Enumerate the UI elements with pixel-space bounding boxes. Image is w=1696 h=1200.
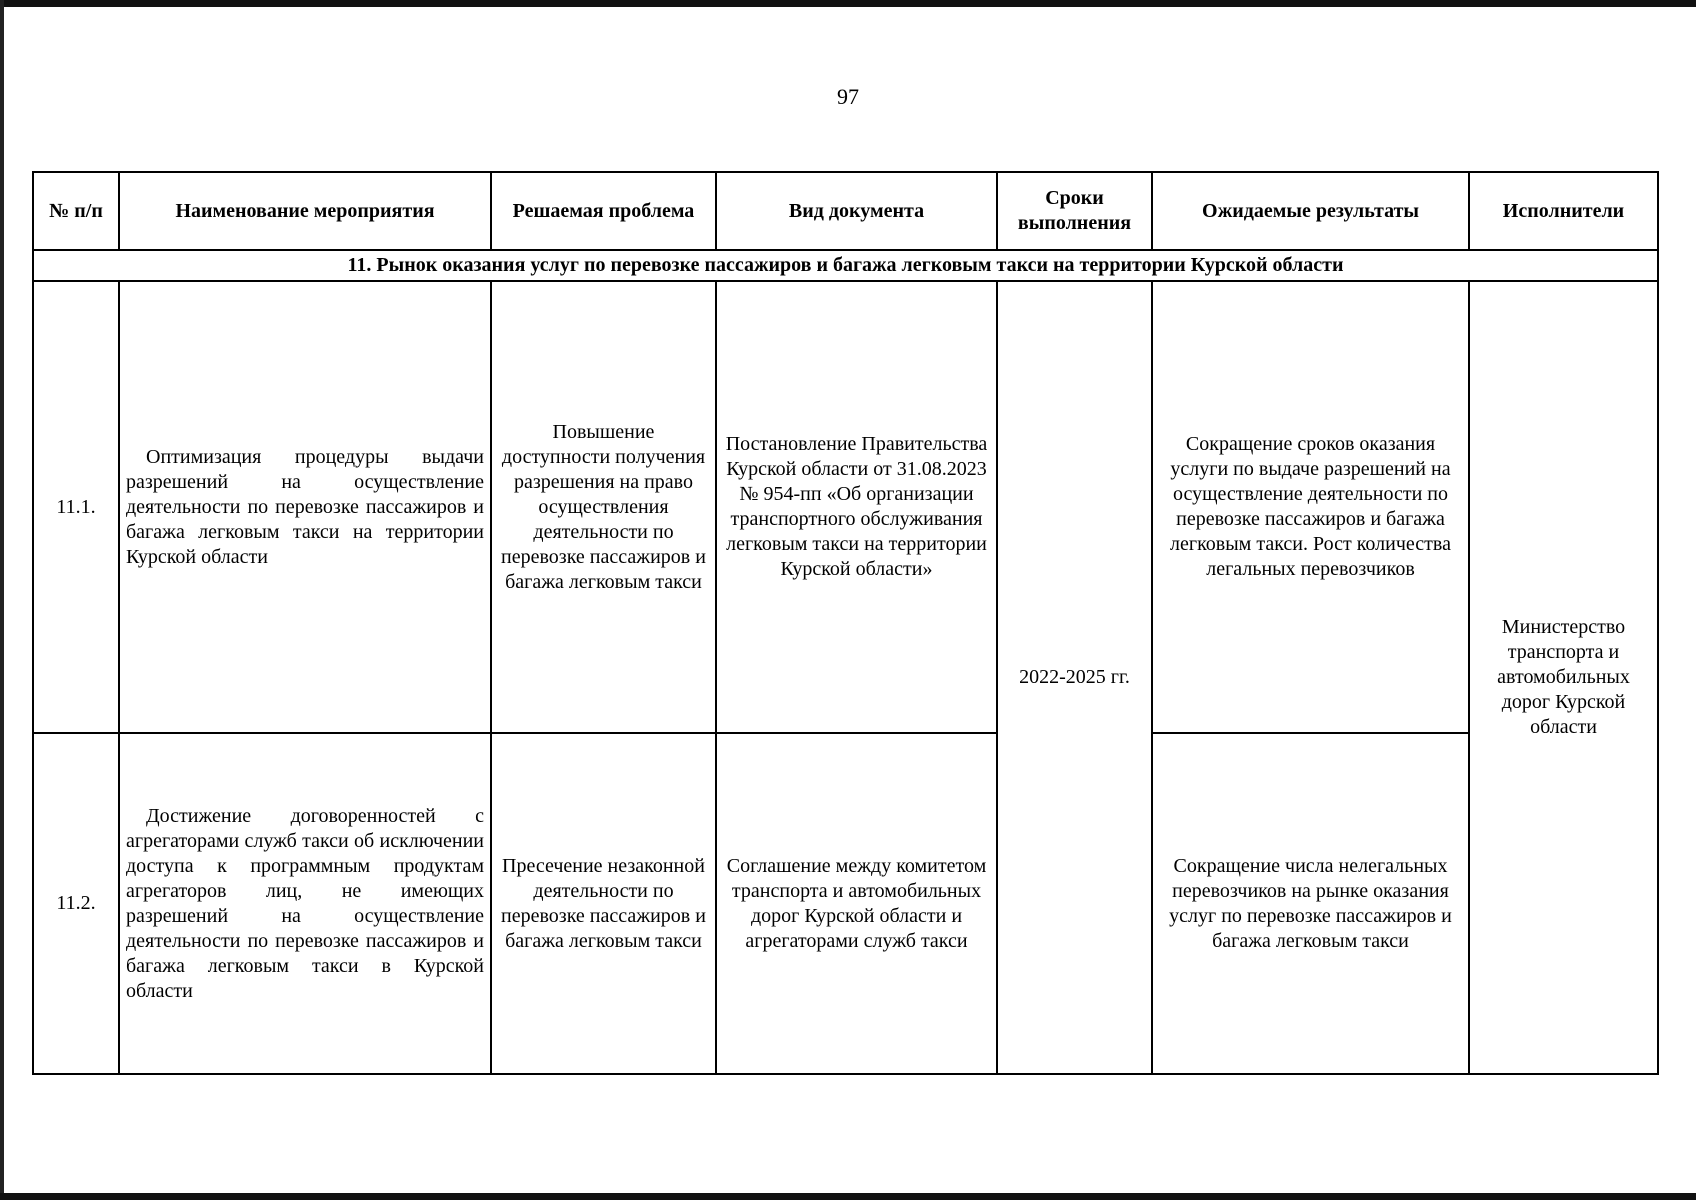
scan-border-left <box>0 0 4 1200</box>
section-title: 11. Рынок оказания услуг по перевозке пассажиров и багажа легковым такси на территории Курской области <box>33 250 1658 281</box>
header-name: Наименование мероприятия <box>119 172 491 250</box>
measures-table <box>32 171 1659 1075</box>
header-results: Ожидаемые результаты <box>1152 172 1469 250</box>
table-row <box>33 733 1658 1074</box>
document-type-cell: Соглашение между комитетом транспорта и автомобильных дорог Курской области и агрегаторами служб такси <box>716 733 997 1074</box>
page-number: 97 <box>837 84 859 109</box>
header-problem: Решаемая проблема <box>491 172 716 250</box>
results-cell: Сокращение числа нелегальных перевозчиков на рынке оказания услуг по перевозке пассажиров и багажа легковым такси <box>1152 733 1469 1074</box>
results-cell: Сокращение сроков оказания услуги по выдаче разрешений на осуществление деятельности по перевозке пассажиров и багажа легковым такси. Рост количества легальных перевозчиков <box>1152 281 1469 733</box>
header-executors: Исполнители <box>1469 172 1658 250</box>
executors-cell: Министерство транспорта и автомобильных дорог Курской области <box>1469 281 1658 1074</box>
header-doc-type: Вид документа <box>716 172 997 250</box>
row-number: 11.2. <box>33 733 119 1074</box>
problem-cell: Пресечение незаконной деятельности по перевозке пассажиров и багажа легковым такси <box>491 733 716 1074</box>
section-row <box>33 250 1658 281</box>
header-deadline: Сроки выполнения <box>997 172 1152 250</box>
scan-border-bottom <box>0 1193 1696 1200</box>
row-number: 11.1. <box>33 281 119 733</box>
header-num: № п/п <box>33 172 119 250</box>
deadline-cell: 2022-2025 гг. <box>997 281 1152 1074</box>
table-row <box>33 281 1658 733</box>
measure-name: Достижение договоренностей с агрегаторами служб такси об исключении доступа к программным продуктам агрегаторов лиц, не имеющих разрешений на осуществление деятельности по перевозке пассажиров и багажа легковым такси в Курской области <box>119 733 491 1074</box>
scan-border-top <box>0 0 1696 7</box>
measure-name: Оптимизация процедуры выдачи разрешений на осуществление деятельности по перевозке пассажиров и багажа легковым такси на территории Курской области <box>119 281 491 733</box>
problem-cell: Повышение доступности получения разрешения на право осуществления деятельности по перевозке пассажиров и багажа легковым такси <box>491 281 716 733</box>
table-header-row <box>33 172 1658 250</box>
document-type-cell: Постановление Правительства Курской области от 31.08.2023 № 954-пп «Об организации транспортного обслуживания легковым такси на территории Курской области» <box>716 281 997 733</box>
